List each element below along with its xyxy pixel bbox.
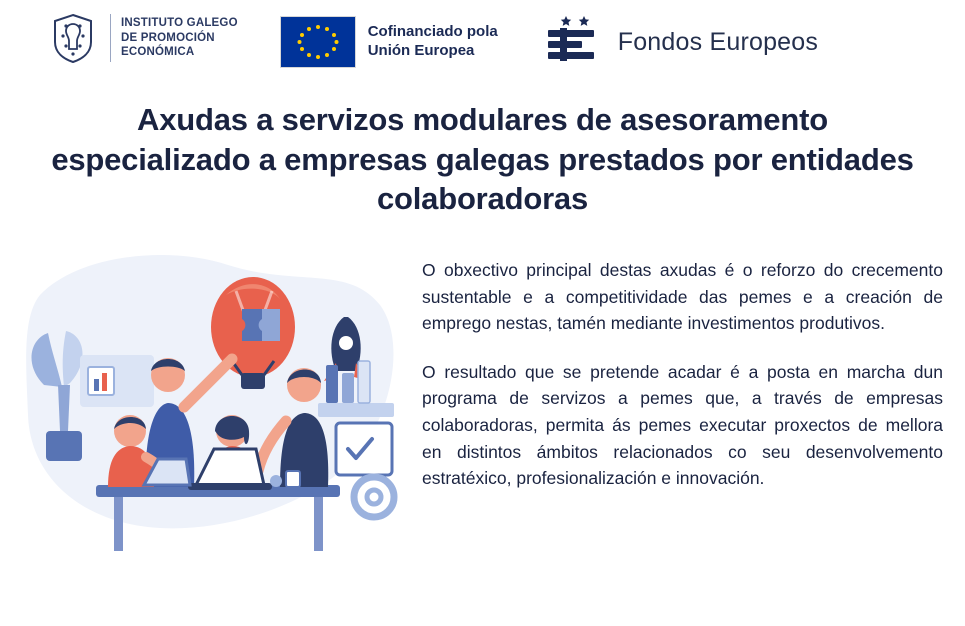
eu-line-1: Cofinanciado pola bbox=[367, 23, 498, 41]
european-union-flag-icon bbox=[280, 16, 356, 68]
igape-line-1: INSTITUTO GALEGO bbox=[121, 16, 238, 29]
body-copy bbox=[408, 235, 943, 565]
igape-logo-text bbox=[121, 16, 238, 60]
igape-line-3: ECONÓMICA bbox=[121, 46, 195, 59]
logo-divider bbox=[110, 14, 111, 62]
fondos-europeos-logo bbox=[540, 14, 818, 70]
fondos-europeos-label: Fondos Europeos bbox=[617, 27, 819, 56]
igape-logo bbox=[50, 12, 238, 64]
fondos-europeos-logo-icon bbox=[540, 14, 606, 70]
body-paragraph-2: O resultado que se pretende acadar é a posta en marcha dun programa de servizos a pemes que, a través de empresas colaboradoras, permita ás pemes executar proxectos de mellora en distintos ámbitos relacionados co seu desenvolvemento estratéxico, profesionalización e innovación. bbox=[422, 361, 943, 489]
checklist-icon bbox=[336, 423, 392, 475]
logo-bar bbox=[0, 0, 965, 78]
eu-logo-text bbox=[368, 23, 498, 61]
eu-line-2: Unión Europea bbox=[367, 42, 475, 59]
body-paragraph-1: O obxectivo principal destas axudas é o reforzo do crecemento sustentable e a competitividade das pemes e a creación de emprego nestas, tamén mediante investimentos produtivos. bbox=[422, 260, 943, 334]
gear-icon bbox=[354, 477, 394, 517]
igape-line-2: DE PROMOCIÓN bbox=[121, 31, 215, 44]
team-brainstorming-illustration bbox=[18, 235, 408, 565]
page-title: Axudas a servizos modulares de asesoramento especializado a empresas galegas prestados por entidades colaboradoras bbox=[51, 102, 914, 217]
eu-cofinancing-logo bbox=[280, 16, 498, 68]
content-area bbox=[0, 235, 965, 565]
galicia-coat-of-arms-icon bbox=[50, 12, 96, 64]
